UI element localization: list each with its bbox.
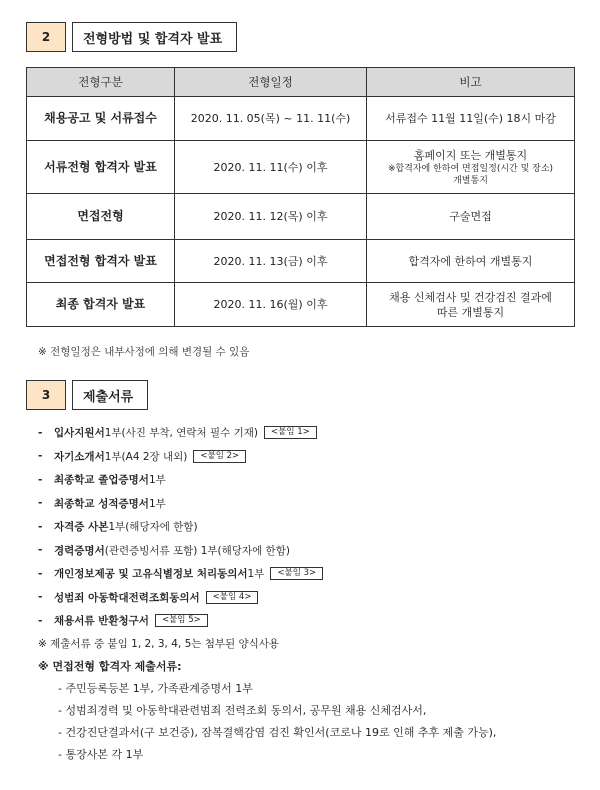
bullet-dash: - [38, 497, 43, 510]
document-list [38, 421, 578, 765]
section-title: 전형방법 및 합격자 발표 [72, 22, 237, 52]
column-header: 비고 [367, 68, 575, 97]
bullet-dash: - [38, 450, 43, 463]
interview-doc-item: - 주민등록등본 1부, 가족관계증명서 1부 [58, 681, 253, 695]
note-line: 개별통지 [453, 175, 488, 186]
stage-cell: 최종 합격자 발표 [27, 283, 175, 327]
date-cell: 2020. 11. 16(월) 이후 [175, 283, 367, 327]
attachment-tag: <붙임 3> [270, 567, 323, 580]
list-item [38, 421, 578, 445]
document-detail: 1부(A4 2장 내외) [104, 450, 188, 463]
document-name: 개인정보제공 및 고유식별정보 처리동의서 [54, 568, 248, 581]
document-detail: 1부(해당자에 한함) [108, 521, 198, 534]
attachment-tag: <붙임 1> [264, 426, 317, 439]
table-row [27, 283, 575, 327]
section-3-header [26, 380, 148, 410]
list-item [38, 562, 578, 586]
table-header-row [27, 68, 575, 97]
document-detail: 1부(사진 부착, 연락처 필수 기재) [104, 427, 258, 440]
stage-cell: 면접전형 합격자 발표 [27, 240, 175, 283]
document-detail: (관련증빙서류 포함) 1부(해당자에 한함) [104, 544, 290, 557]
section-2-header [26, 22, 237, 52]
bullet-dash: - [38, 426, 43, 439]
bullet-dash: - [38, 591, 43, 604]
date-cell: 2020. 11. 13(금) 이후 [175, 240, 367, 283]
attachment-tag: <붙임 2> [193, 450, 246, 463]
list-item [38, 445, 578, 469]
document-name: 최종학교 졸업증명서 [54, 474, 149, 487]
document-detail: 1부 [148, 497, 166, 510]
schedule-footnote: ※ 전형일정은 내부사정에 의해 변경될 수 있음 [38, 346, 250, 358]
section-number: 3 [26, 380, 66, 410]
table-row [27, 194, 575, 240]
date-cell: 2020. 11. 12(목) 이후 [175, 194, 367, 240]
interview-doc-item: - 건강진단결과서(구 보건증), 잠복결핵감염 검진 확인서(코로나 19로 인해 추후 제출 가능), [58, 725, 497, 739]
note-line: 홈페이지 또는 개별통지 [413, 148, 528, 162]
section-number: 2 [26, 22, 66, 52]
bullet-dash: - [38, 614, 43, 627]
note-line: 따른 개별통지 [436, 305, 505, 319]
column-header: 전형구분 [27, 68, 175, 97]
document-name: 자기소개서 [54, 450, 105, 463]
list-item [38, 609, 578, 633]
column-header: 전형일정 [175, 68, 367, 97]
stage-cell: 서류전형 합격자 발표 [27, 141, 175, 194]
date-cell: 2020. 11. 05(목) ~ 11. 11(수) [175, 97, 367, 141]
stage-cell: 면접전형 [27, 194, 175, 240]
date-cell: 2020. 11. 11(수) 이후 [175, 141, 367, 194]
schedule-table [26, 67, 575, 327]
list-item [38, 492, 578, 516]
documents-note: ※ 제출서류 중 붙임 1, 2, 3, 4, 5는 첨부된 양식사용 [38, 638, 280, 650]
note-cell: 구술면접 [367, 194, 575, 240]
stage-cell: 채용공고 및 서류접수 [27, 97, 175, 141]
bullet-dash: - [38, 567, 43, 580]
document-name: 최종학교 성적증명서 [54, 497, 149, 510]
document-detail: 1부 [148, 474, 166, 487]
table-row [27, 240, 575, 283]
note-cell [367, 283, 575, 327]
section-title: 제출서류 [72, 380, 148, 410]
note-cell: 서류접수 11월 11일(수) 18시 마감 [367, 97, 575, 141]
interview-doc-item: - 통장사본 각 1부 [58, 747, 144, 761]
note-line: 채용 신체검사 및 건강검진 결과에 [389, 290, 552, 304]
bullet-dash: - [38, 544, 43, 557]
bullet-dash: - [38, 520, 43, 533]
interview-docs-title: ※ 면접전형 합격자 제출서류: [38, 659, 182, 673]
list-item [38, 539, 578, 563]
bullet-dash: - [38, 473, 43, 486]
table-row [27, 97, 575, 141]
note-cell: 합격자에 한하여 개별통지 [367, 240, 575, 283]
document-name: 채용서류 반환청구서 [54, 615, 149, 628]
document-name: 성범죄 아동학대전력조회동의서 [54, 591, 200, 604]
note-line: ※합격자에 한하여 면접일정(시간 및 장소) [387, 163, 554, 174]
list-item [38, 468, 578, 492]
interview-doc-item: - 성범죄경력 및 아동학대관련범죄 전력조회 동의서, 공무원 채용 신체검사서, [58, 703, 427, 717]
list-item [38, 515, 578, 539]
document-name: 입사지원서 [54, 427, 105, 440]
table-row [27, 141, 575, 194]
attachment-tag: <붙임 5> [155, 614, 208, 627]
document-detail: 1부 [247, 568, 265, 581]
document-name: 자격증 사본 [54, 521, 109, 534]
document-name: 경력증명서 [54, 544, 105, 557]
list-item [38, 586, 578, 610]
note-cell [367, 141, 575, 194]
attachment-tag: <붙임 4> [206, 591, 259, 604]
